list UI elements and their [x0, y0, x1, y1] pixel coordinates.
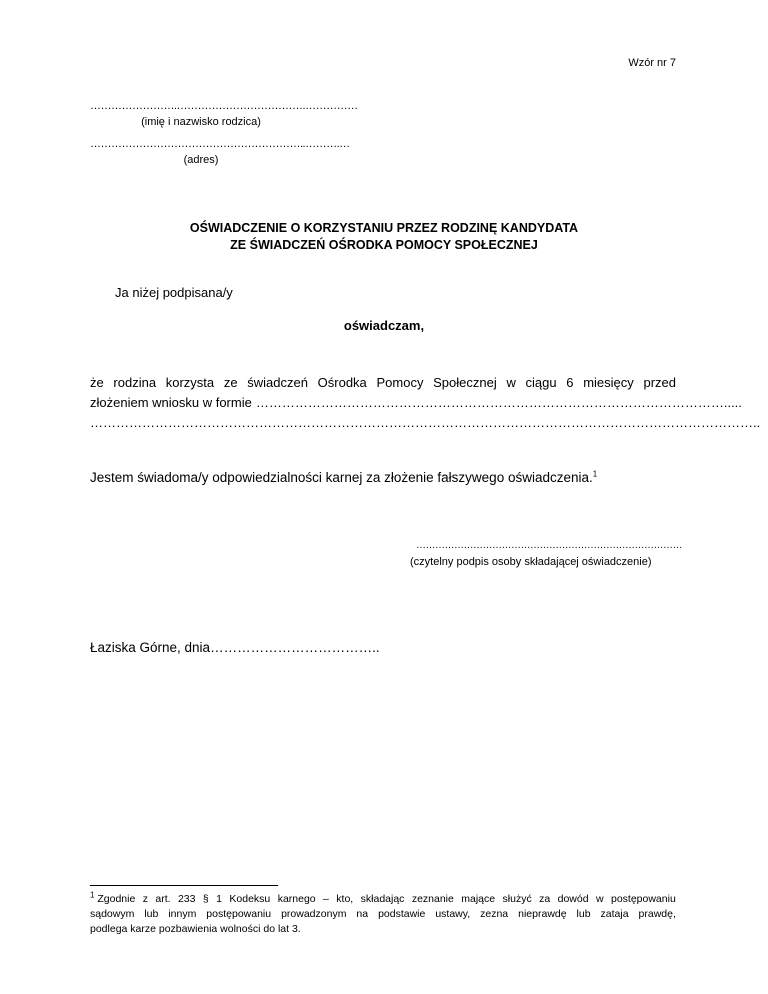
statement-line-2-text: złożeniem wniosku w formie — [90, 395, 252, 410]
footnote-word: prawdę, — [638, 908, 676, 920]
footnote — [90, 892, 676, 937]
footnote-word: z — [142, 893, 148, 905]
footnote-word: – — [323, 893, 329, 905]
statement-paragraph — [90, 373, 761, 433]
address-field: ……………………………………………………..……….… — [90, 138, 350, 150]
statement-word: miesięcy — [583, 375, 634, 390]
statement-form-field: ………………………………………………………………………………………………..... — [255, 395, 742, 410]
form-number: Wzór nr 7 — [628, 57, 676, 69]
declare-text: oświadczam, — [343, 318, 425, 333]
statement-line-3-field: ……………………………………………………………………………………………………………………………………….. — [90, 415, 761, 430]
statement-word: Społecznej — [433, 375, 497, 390]
footnote-word: postępowaniu — [206, 908, 272, 920]
place-date-field: Łaziska Górne, dnia……………………………….. — [90, 640, 380, 655]
footnote-word: Kodeksu — [229, 893, 271, 905]
title-line-2: ZE ŚWIADCZEŃ OŚRODKA POMOCY SPOŁECZNEJ — [230, 238, 538, 252]
statement-word: ze — [223, 375, 238, 390]
statement-word: w — [506, 375, 516, 390]
footnote-word: 1 — [216, 893, 222, 905]
statement-word: przed — [643, 375, 676, 390]
footnote-word: mające — [461, 893, 496, 905]
statement-word: Pomocy — [376, 375, 424, 390]
parent-name-caption: (imię i nazwisko rodzica) — [141, 116, 261, 128]
footnote-word: zeznanie — [411, 893, 454, 905]
footnote-word: postępowaniu — [610, 893, 676, 905]
statement-word: rodzina — [113, 375, 157, 390]
footnote-word: prowadzonym — [281, 908, 347, 920]
footnote-word: lub — [576, 908, 591, 920]
footnote-word: za — [539, 893, 551, 905]
footnote-word: karnego — [277, 893, 316, 905]
footnote-word: 233 — [177, 893, 196, 905]
footnote-word: kto, — [336, 893, 354, 905]
parent-name-field: …………………….……………………………….…………… — [90, 100, 358, 112]
footnote-divider — [90, 885, 278, 886]
signature-field: ………………………………………………………………………… — [416, 540, 682, 551]
title-line-1: OŚWIADCZENIE O KORZYSTANIU PRZEZ RODZINĘ KANDYDATA — [189, 221, 579, 235]
footnote-word: zataja — [600, 908, 629, 920]
footnote-word: § — [202, 893, 209, 905]
statement-word: Ośrodka — [317, 375, 367, 390]
statement-word: świadczeń — [247, 375, 308, 390]
statement-word: 6 — [566, 375, 574, 390]
statement-line-1 — [90, 373, 676, 393]
statement-word: że — [90, 375, 104, 390]
footnote-word: $^1$ Zgodnie — [90, 890, 136, 905]
address-caption: (adres) — [183, 154, 219, 166]
intro-text: Ja niżej podpisana/y — [115, 285, 233, 300]
footnote-word: na — [356, 908, 369, 920]
footnote-ref: 1 — [592, 469, 598, 479]
footnote-word: podstawie — [378, 908, 426, 920]
footnote-word: nieprawdę — [518, 908, 567, 920]
statement-word: korzysta — [165, 375, 215, 390]
statement-word: ciągu — [525, 375, 557, 390]
footnote-word: składając — [360, 893, 405, 905]
footnote-word: zezna — [480, 908, 509, 920]
document-title — [0, 220, 768, 254]
footnote-word: sądowym — [90, 908, 135, 920]
footnote-word: lub — [144, 908, 159, 920]
responsibility-statement — [90, 470, 597, 485]
footnote-word: w — [595, 893, 604, 905]
responsibility-text: Jestem świadoma/y odpowiedzialności karnej za złożenie fałszywego oświadczenia. — [90, 470, 593, 485]
footnote-line-1 — [90, 892, 676, 907]
footnote-line-2 — [90, 907, 676, 922]
footnote-word: innym — [168, 908, 197, 920]
footnote-word: ustawy, — [435, 908, 471, 920]
footnote-word: art. — [155, 893, 171, 905]
footnote-line-3: podlega karze pozbawienia wolności do lat 3. — [90, 923, 301, 935]
statement-line-2 — [90, 393, 742, 413]
footnote-word: służyć — [502, 893, 532, 905]
signature-caption: (czytelny podpis osoby składającej oświadczenie) — [410, 556, 652, 568]
footnote-word: dowód — [557, 893, 589, 905]
footnote-number: 1 — [90, 890, 95, 900]
